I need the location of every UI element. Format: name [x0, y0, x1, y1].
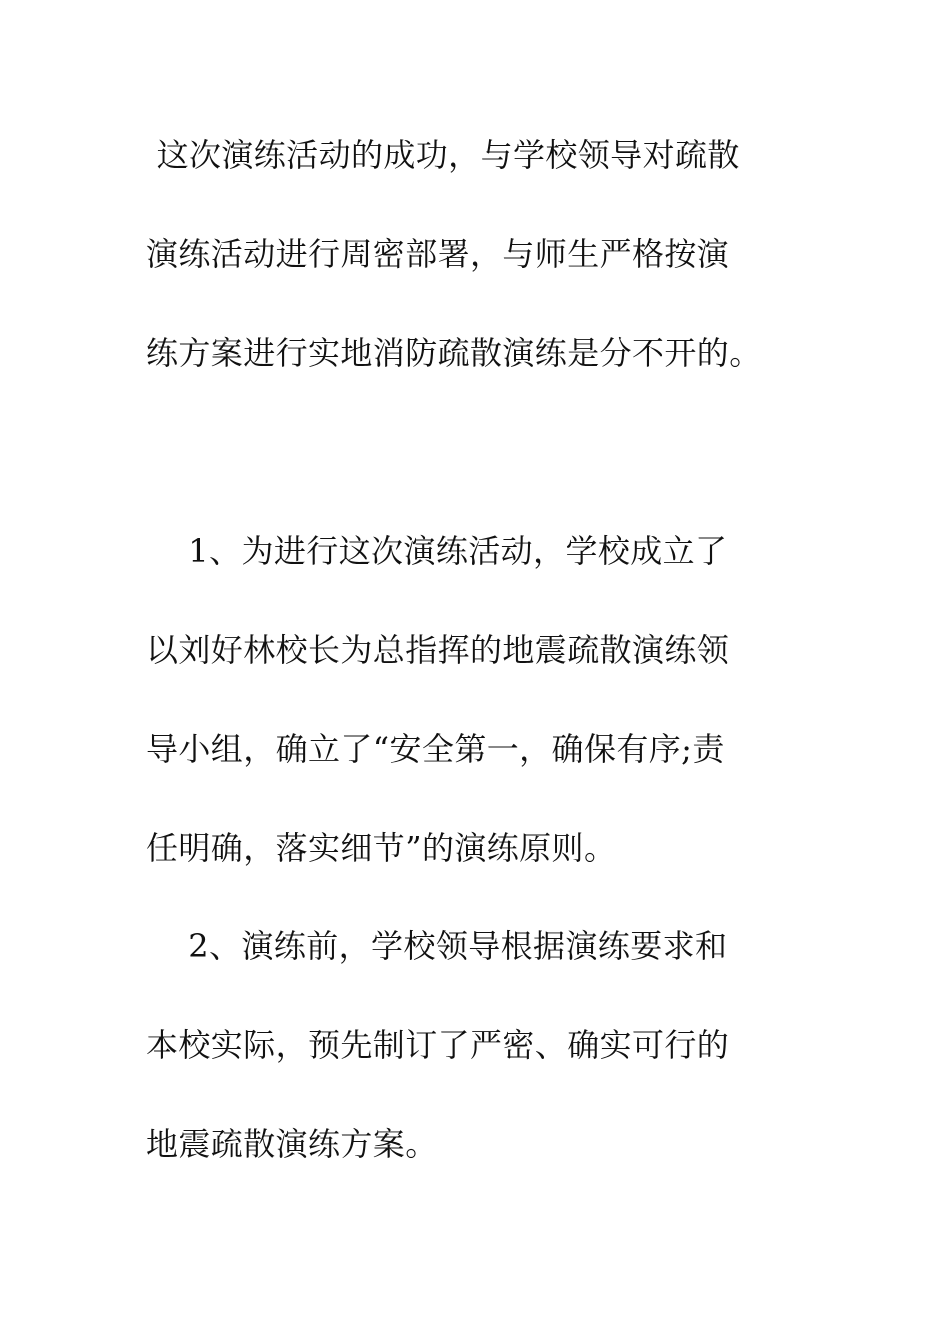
paragraph-2-line-3: 导小组，确立了“安全第一，确保有序;责	[146, 730, 725, 768]
paragraph-2-line-4: 任明确，落实细节”的演练原则。	[146, 829, 617, 867]
paragraph-3-line-3: 地震疏散演练方案。	[146, 1125, 438, 1163]
paragraph-3-line-2: 本校实际，预先制订了严密、确实可行的	[146, 1026, 730, 1064]
paragraph-1-line-1: 这次演练活动的成功，与学校领导对疏散	[146, 136, 740, 174]
paragraph-1-line-3: 练方案进行实地消防疏散演练是分不开的。	[146, 334, 762, 372]
paragraph-1-line-2: 演练活动进行周密部署，与师生严格按演	[146, 235, 730, 273]
paragraph-2-line-1: 1、为进行这次演练活动，学校成立了	[146, 532, 728, 570]
paragraph-3-line-1: 2、演练前，学校领导根据演练要求和	[146, 927, 728, 965]
paragraph-2-line-2: 以刘好林校长为总指挥的地震疏散演练领	[146, 631, 730, 669]
